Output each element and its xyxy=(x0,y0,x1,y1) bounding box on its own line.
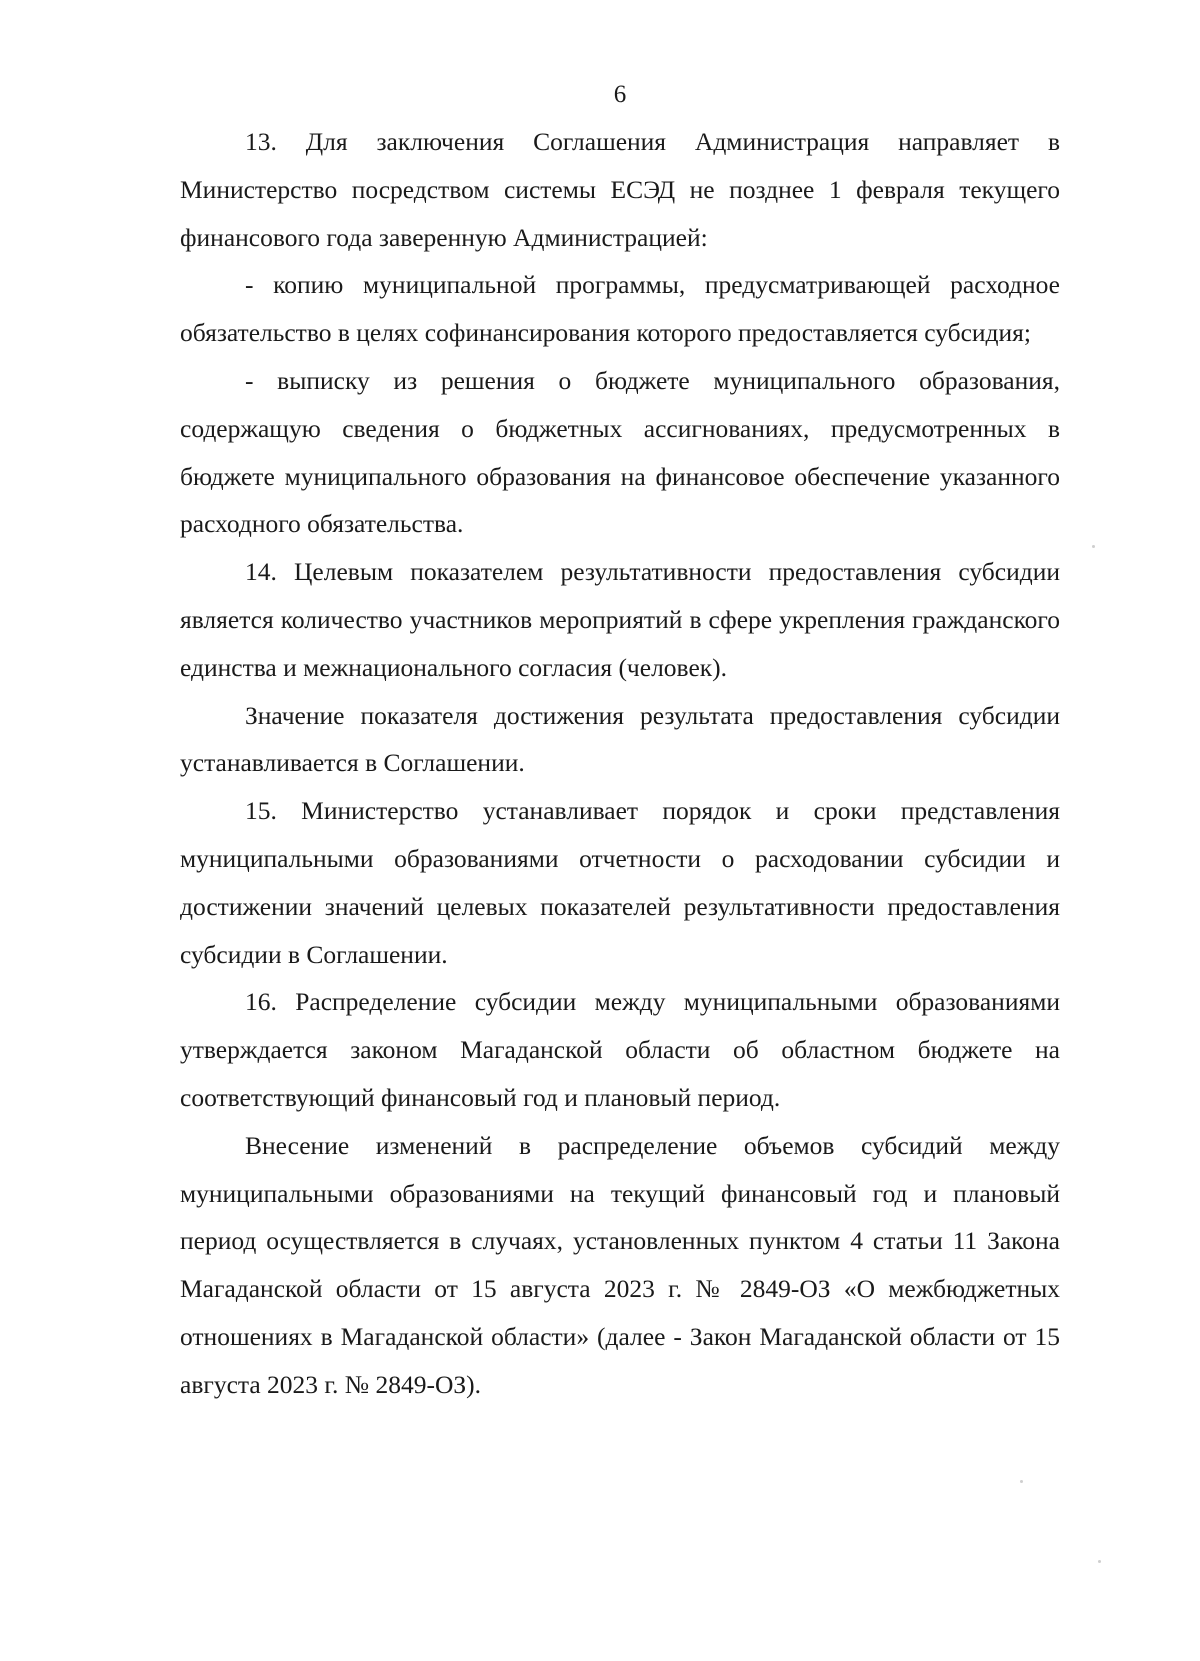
scan-speck xyxy=(1092,545,1095,548)
paragraph-14-value: Значение показателя достижения результата предоставления субсидии устанавливается в Соглашении. xyxy=(180,700,1060,778)
document-body xyxy=(180,118,1060,1409)
scan-speck xyxy=(1020,1480,1023,1483)
paragraph-13-item-2: - выписку из решения о бюджете муниципального образования, содержащую сведения о бюджетных ассигнованиях, предусмотренных в бюджете муниципального образования на финансовое обеспечение указанного расходного обязательства. xyxy=(180,365,1060,539)
paragraph-15: 15. Министерство устанавливает порядок и сроки представления муниципальными образованиями отчетности о расходовании субсидии и достижении значений целевых показателей результативности предоставления субсидии в Соглашении. xyxy=(180,796,1060,969)
paragraph-16-changes: Внесение изменений в распределение объемов субсидий между муниципальными образованиями на текущий финансовый год и плановый период осуществляется в случаях, установленных пунктом 4 статьи 11 Закона Магаданской области от 15 августа 2023 г. № 2849-ОЗ «О межбюджетных отношениях в Магаданской области» (далее - Закон Магаданской области от 15 августа 2023 г. № 2849-ОЗ). xyxy=(180,1130,1060,1399)
paragraph-14: 14. Целевым показателем результативности предоставления субсидии является количество участников мероприятий в сфере укрепления гражданского единства и межнационального согласия (человек). xyxy=(180,557,1060,682)
paragraph-13: 13. Для заключения Соглашения Администрация направляет в Министерство посредством системы ЕСЭД не позднее 1 февраля текущего финансового года заверенную Администрацией: xyxy=(180,127,1060,252)
page-number: 6 xyxy=(613,81,627,108)
paragraph-16: 16. Распределение субсидии между муниципальными образованиями утверждается законом Магаданской области об областном бюджете на соответствующий финансовый год и плановый период. xyxy=(180,987,1060,1112)
scan-speck xyxy=(1098,1560,1101,1563)
paragraph-13-item-1: - копию муниципальной программы, предусматривающей расходное обязательство в целях софинансирования которого предоставляется субсидия; xyxy=(180,270,1060,348)
